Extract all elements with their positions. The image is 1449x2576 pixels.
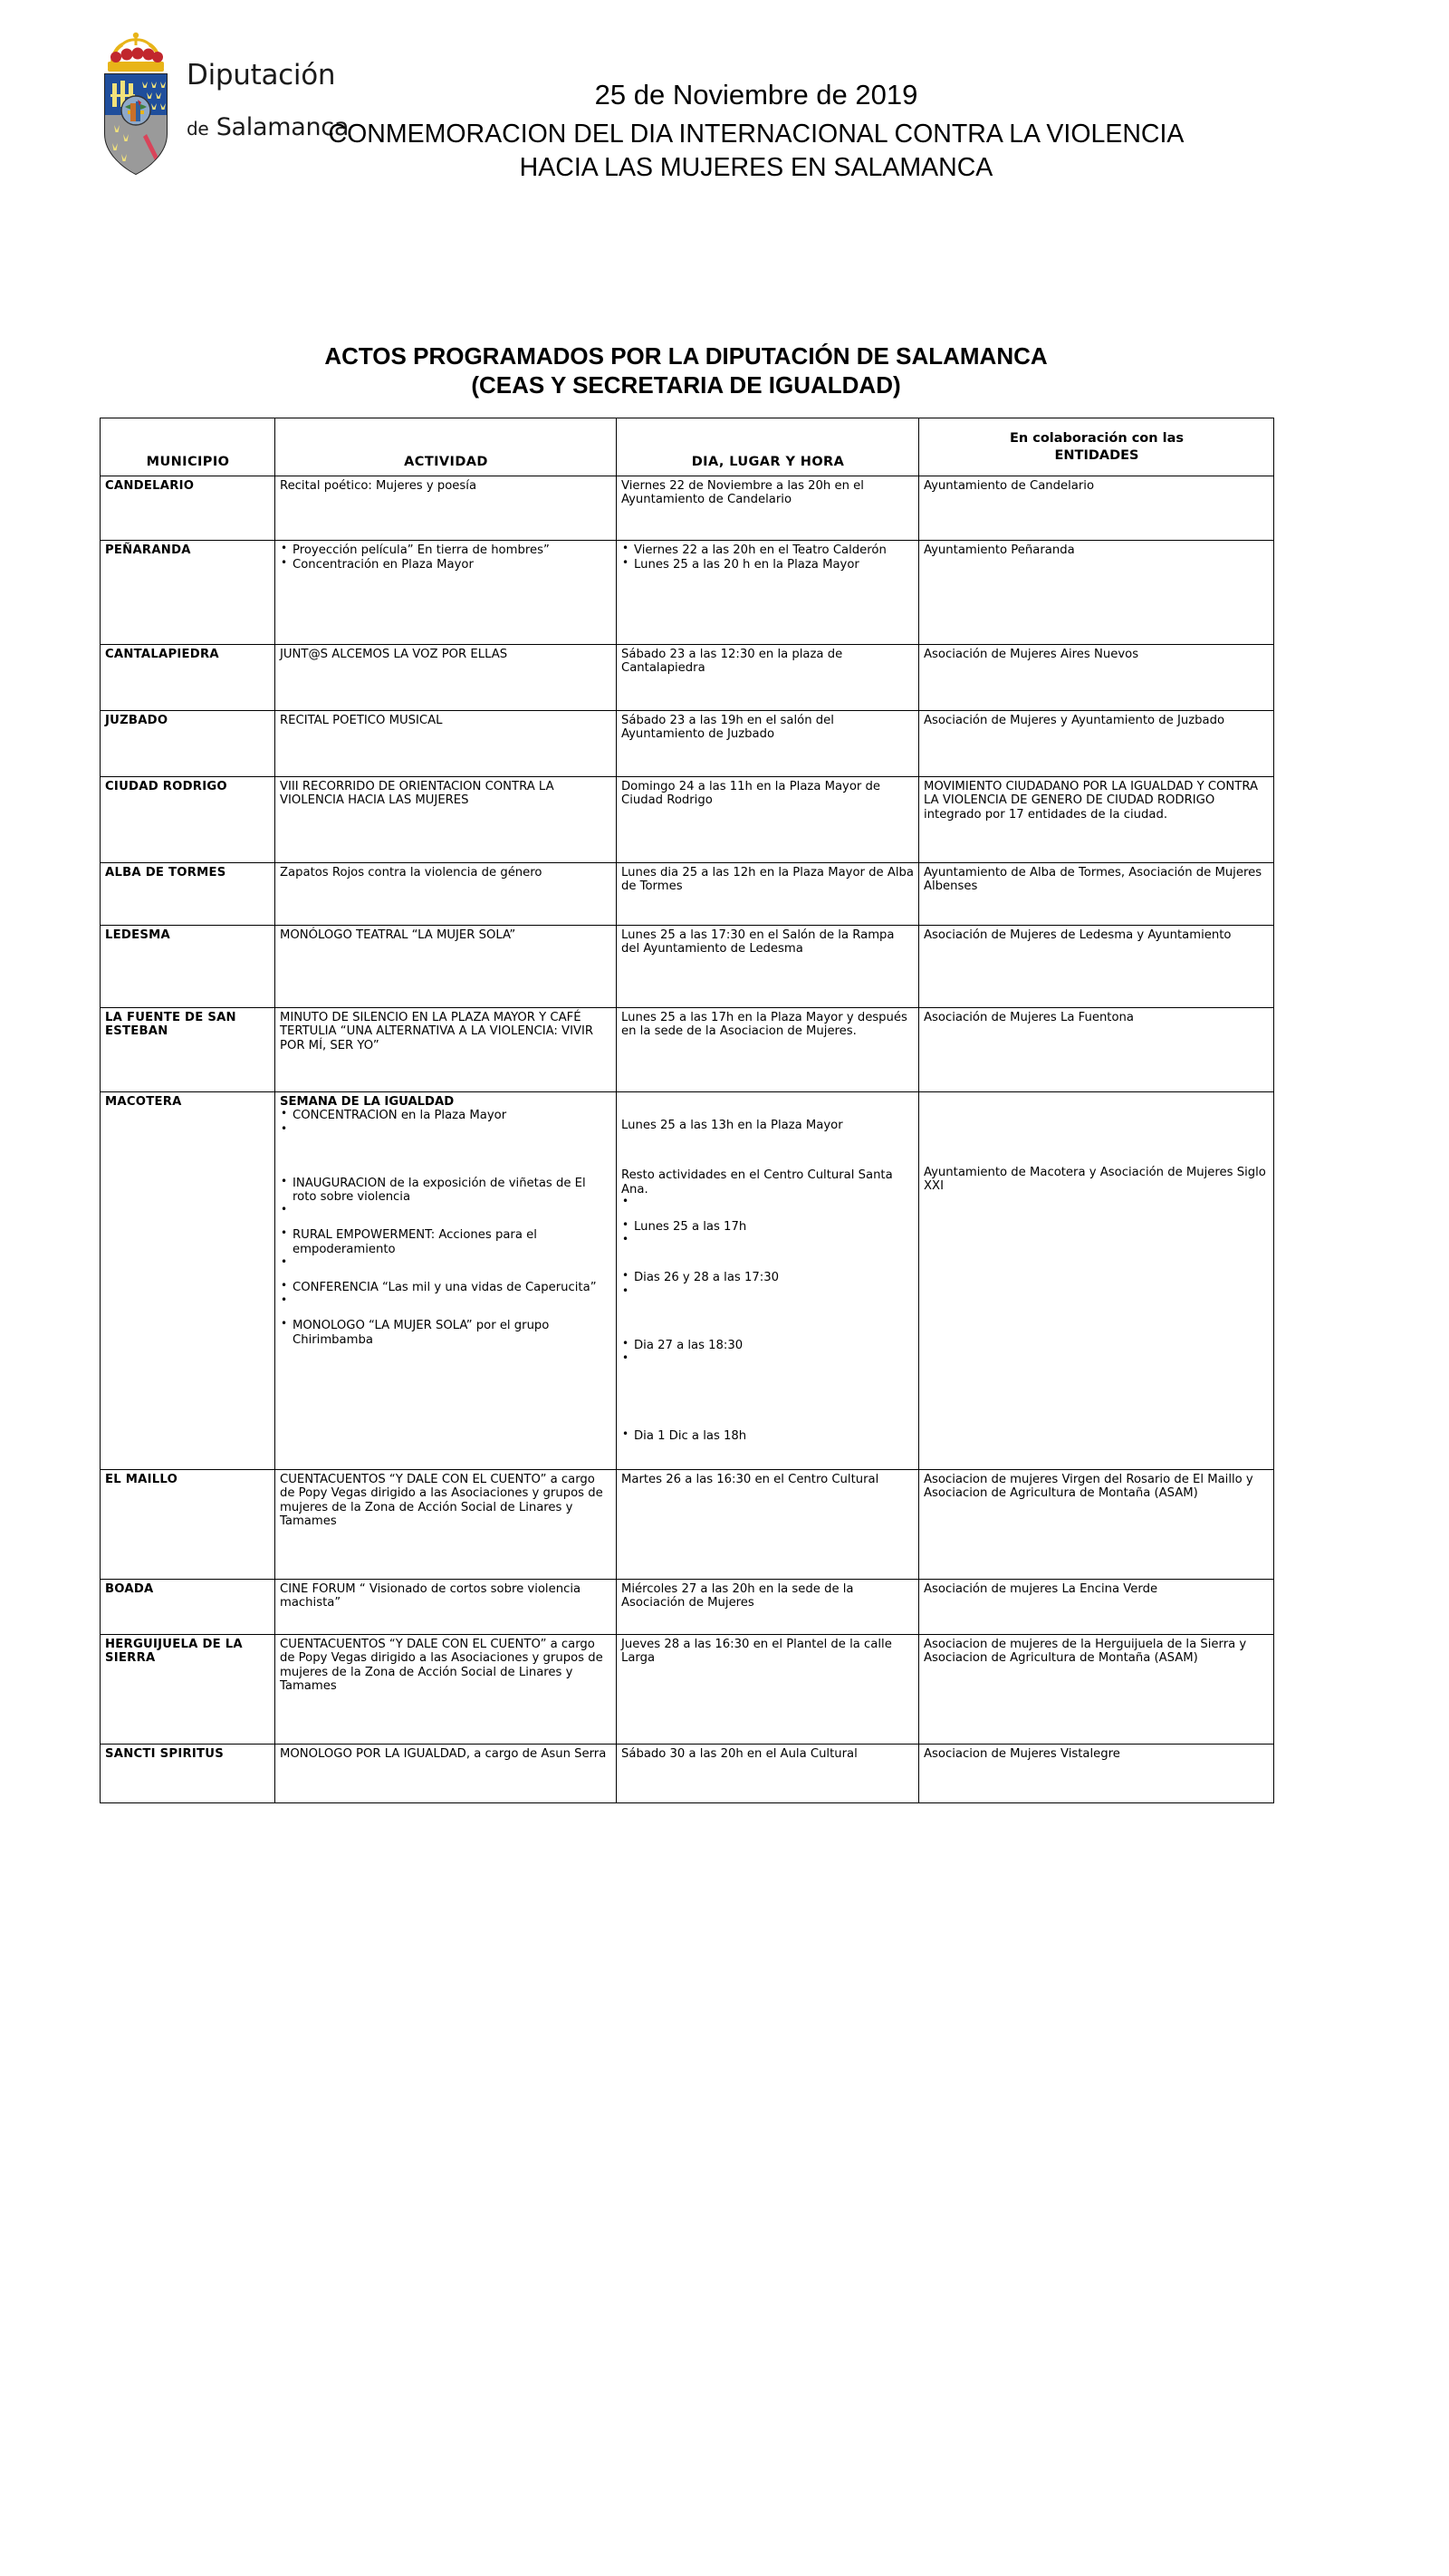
cell-municipio: LEDESMA <box>101 926 275 1008</box>
cell-actividad <box>275 1092 617 1470</box>
cell-entidades: MOVIMIENTO CIUDADANO POR LA IGUALDAD Y CONTRA LA VIOLENCIA DE GENERO DE CIUDAD RODRIGO integrado por 17 entidades de la ciudad. <box>919 777 1274 863</box>
cell-municipio: BOADA <box>101 1580 275 1635</box>
logo-salamanca-word: Salamanca <box>216 113 350 141</box>
cell-dia: Viernes 22 de Noviembre a las 20h en el Ayuntamiento de Candelario <box>617 476 919 541</box>
list-item: • Dia 1 Dic a las 18h <box>621 1429 915 1443</box>
cell-dia <box>617 541 919 645</box>
dia-intro-secondary: Resto actividades en el Centro Cultural Santa Ana. <box>621 1168 893 1197</box>
cell-municipio: PEÑARANDA <box>101 541 275 645</box>
list-spacer <box>280 1257 612 1281</box>
cell-entidades: Asociacion de mujeres Virgen del Rosario de El Maillo y Asociacion de Agricultura de Montaña (ASAM) <box>919 1470 1274 1580</box>
document-date: 25 de Noviembre de 2019 <box>594 79 918 111</box>
cell-actividad: Recital poético: Mujeres y poesía <box>275 476 617 541</box>
cell-dia: Lunes 25 a las 17:30 en el Salón de la Rampa del Ayuntamiento de Ledesma <box>617 926 919 1008</box>
section-heading <box>100 342 1272 399</box>
list-spacer <box>280 1205 612 1228</box>
list-item: • Lunes 25 a las 17h <box>621 1220 915 1234</box>
table-row <box>101 711 1274 777</box>
cell-municipio: LA FUENTE DE SAN ESTEBAN <box>101 1008 275 1092</box>
cell-entidades: Asociación de Mujeres Aires Nuevos <box>919 645 1274 711</box>
cell-dia: Sábado 23 a las 12:30 en la plaza de Cantalapiedra <box>617 645 919 711</box>
section-heading-line-1: ACTOS PROGRAMADOS POR LA DIPUTACIÓN DE SALAMANCA <box>324 342 1048 370</box>
cell-dia <box>617 1092 919 1470</box>
cell-municipio: CANTALAPIEDRA <box>101 645 275 711</box>
table-row <box>101 777 1274 863</box>
table-row <box>101 1470 1274 1580</box>
list-item: • Dia 27 a las 18:30 <box>621 1339 915 1352</box>
cell-entidades: Asociación de Mujeres La Fuentona <box>919 1008 1274 1092</box>
table-row <box>101 1580 1274 1635</box>
document-title-line-1: CONMEMORACION DEL DIA INTERNACIONAL CONTRA LA VIOLENCIA <box>328 119 1185 149</box>
cell-entidades: Asociación de mujeres La Encina Verde <box>919 1580 1274 1635</box>
logo-de-word: de <box>187 118 209 139</box>
cell-actividad: MINUTO DE SILENCIO EN LA PLAZA MAYOR Y CAFÉ TERTULIA “UNA ALTERNATIVA A LA VIOLENCIA: VIVIR POR MÍ, SER YO” <box>275 1008 617 1092</box>
table-row <box>101 1745 1274 1803</box>
cell-dia: Jueves 28 a las 16:30 en el Plantel de la calle Larga <box>617 1635 919 1745</box>
table-row <box>101 476 1274 541</box>
table-body <box>101 476 1274 1803</box>
cell-actividad: CUENTACUENTOS “Y DALE CON EL CUENTO” a cargo de Popy Vegas dirigido a las Asociaciones y grupos de mujeres de la Zona de Acción Social de Linares y Tamames <box>275 1470 617 1580</box>
cell-actividad: Zapatos Rojos contra la violencia de género <box>275 863 617 926</box>
document-title-line-2: HACIA LAS MUJERES EN SALAMANCA <box>519 152 993 182</box>
list-item: • Proyección película” En tierra de hombres” <box>280 543 612 557</box>
cell-entidades: Ayuntamiento Peñaranda <box>919 541 1274 645</box>
cell-municipio: HERGUIJUELA DE LA SIERRA <box>101 1635 275 1745</box>
cell-municipio: EL MAILLO <box>101 1470 275 1580</box>
list-item: • RURAL EMPOWERMENT: Acciones para el empoderamiento <box>280 1228 612 1256</box>
table-row <box>101 863 1274 926</box>
section-heading-line-2: (CEAS Y SECRETARIA DE IGUALDAD) <box>471 370 901 399</box>
schedule-table <box>100 418 1274 1803</box>
cell-dia: Lunes dia 25 a las 12h en la Plaza Mayor de Alba de Tormes <box>617 863 919 926</box>
cell-actividad: CUENTACUENTOS “Y DALE CON EL CUENTO” a cargo de Popy Vegas dirigido a las Asociaciones y grupos de mujeres de la Zona de Acción Social de Linares y Tamames <box>275 1635 617 1745</box>
list-spacer <box>280 1295 612 1319</box>
list-item: • Viernes 22 a las 20h en el Teatro Calderón <box>621 543 915 557</box>
list-spacer <box>621 1286 915 1339</box>
table-row <box>101 1008 1274 1092</box>
dia-mid-spacer <box>621 1132 915 1168</box>
activity-bullet-list <box>280 1109 612 1347</box>
list-spacer <box>621 1235 915 1271</box>
list-spacer <box>621 1197 915 1220</box>
list-item: • Lunes 25 a las 20 h en la Plaza Mayor <box>621 558 915 572</box>
table-row <box>101 926 1274 1008</box>
cell-entidades: Asociación de Mujeres y Ayuntamiento de Juzbado <box>919 711 1274 777</box>
column-header-dia-lugar-hora: DIA, LUGAR Y HORA <box>617 418 919 476</box>
cell-entidades <box>919 1092 1274 1470</box>
cell-actividad: JUNT@S ALCEMOS LA VOZ POR ELLAS <box>275 645 617 711</box>
cell-dia: Lunes 25 a las 17h en la Plaza Mayor y después en la sede de la Asociacion de Mujeres. <box>617 1008 919 1092</box>
dia-bullet-list <box>621 543 915 572</box>
list-item: • CONFERENCIA “Las mil y una vidas de Caperucita” <box>280 1281 612 1294</box>
table-row <box>101 1635 1274 1745</box>
column-header-entidades <box>919 418 1274 476</box>
document-header <box>0 0 1449 272</box>
cell-dia: Domingo 24 a las 11h en la Plaza Mayor de Ciudad Rodrigo <box>617 777 919 863</box>
table-header-row <box>101 418 1274 476</box>
cell-actividad: CINE FORUM “ Visionado de cortos sobre violencia machista” <box>275 1580 617 1635</box>
entidades-text: Ayuntamiento de Macotera y Asociación de Mujeres Siglo XXI <box>924 1166 1266 1194</box>
cell-municipio: MACOTERA <box>101 1092 275 1470</box>
coat-of-arms-icon <box>91 27 181 179</box>
dia-top-spacer <box>621 1095 915 1119</box>
cell-municipio: CIUDAD RODRIGO <box>101 777 275 863</box>
cell-dia: Sábado 30 a las 20h en el Aula Cultural <box>617 1745 919 1803</box>
cell-entidades: Asociacion de mujeres de la Herguijuela de la Sierra y Asociacion de Agricultura de Montaña (ASAM) <box>919 1635 1274 1745</box>
cell-actividad <box>275 541 617 645</box>
list-spacer <box>621 1353 915 1429</box>
cell-municipio: SANCTI SPIRITUS <box>101 1745 275 1803</box>
cell-entidades: Asociación de Mujeres de Ledesma y Ayuntamiento <box>919 926 1274 1008</box>
table-row <box>101 645 1274 711</box>
list-spacer <box>280 1124 612 1177</box>
dia-bullet-list <box>621 1197 915 1443</box>
table-head <box>101 418 1274 476</box>
activity-subtitle: SEMANA DE LA IGUALDAD <box>280 1095 455 1109</box>
cell-actividad: MONOLOGO POR LA IGUALDAD, a cargo de Asun Serra <box>275 1745 617 1803</box>
cell-municipio: JUZBADO <box>101 711 275 777</box>
column-header-entidades-line-1: En colaboración con las <box>1009 431 1185 447</box>
cell-actividad: VIII RECORRIDO DE ORIENTACION CONTRA LA VIOLENCIA HACIA LAS MUJERES <box>275 777 617 863</box>
cell-dia: Martes 26 a las 16:30 en el Centro Cultural <box>617 1470 919 1580</box>
logo-line-diputacion: Diputación <box>187 59 336 91</box>
title-block <box>245 77 1268 185</box>
list-item: • Dias 26 y 28 a las 17:30 <box>621 1271 915 1284</box>
cell-dia: Sábado 23 a las 19h en el salón del Ayuntamiento de Juzbado <box>617 711 919 777</box>
column-header-entidades-line-2: ENTIDADES <box>1054 447 1139 463</box>
column-header-municipio: MUNICIPIO <box>101 418 275 476</box>
cell-actividad: RECITAL POETICO MUSICAL <box>275 711 617 777</box>
document-title <box>245 118 1268 185</box>
cell-entidades: Ayuntamiento de Candelario <box>919 476 1274 541</box>
schedule-table-wrap <box>100 418 1273 1803</box>
cell-dia: Miércoles 27 a las 20h en la sede de la Asociación de Mujeres <box>617 1580 919 1635</box>
cell-municipio: ALBA DE TORMES <box>101 863 275 926</box>
activity-bullet-list <box>280 543 612 572</box>
table-row <box>101 541 1274 645</box>
table-row <box>101 1092 1274 1470</box>
list-item: • MONOLOGO “LA MUJER SOLA” por el grupo Chirimbamba <box>280 1319 612 1347</box>
column-header-actividad: ACTIVIDAD <box>275 418 617 476</box>
cell-entidades: Ayuntamiento de Alba de Tormes, Asociación de Mujeres Albenses <box>919 863 1274 926</box>
list-item: • CONCENTRACION en la Plaza Mayor <box>280 1109 612 1122</box>
list-item: • Concentración en Plaza Mayor <box>280 558 612 572</box>
cell-municipio: CANDELARIO <box>101 476 275 541</box>
list-item: • INAUGURACION de la exposición de viñetas de El roto sobre violencia <box>280 1177 612 1205</box>
dia-intro-primary: Lunes 25 a las 13h en la Plaza Mayor <box>621 1119 843 1132</box>
cell-actividad: MONÓLOGO TEATRAL “LA MUJER SOLA” <box>275 926 617 1008</box>
cell-entidades: Asociacion de Mujeres Vistalegre <box>919 1745 1274 1803</box>
